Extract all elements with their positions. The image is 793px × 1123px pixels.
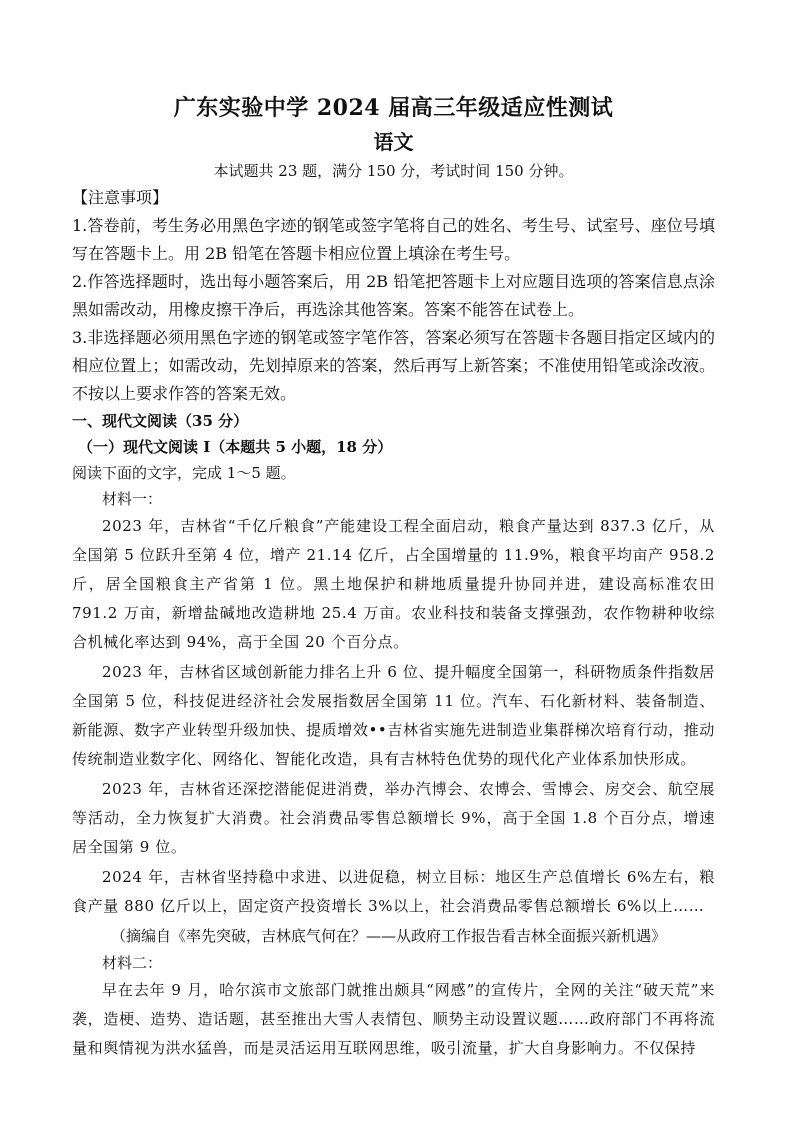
reading-instruction: 阅读下面的文字，完成 1～5 题。 xyxy=(72,464,296,482)
notice-item-3: 3.非选择题必须用黑色字迹的钢笔或签字笔作答，答案必须写在答题卡各题目指定区域内的相应位置上；如需改动，先划掉原来的答案，然后再写上新答案；不准使用铅笔或涂改液。不按以上要求作答的答案无效。 xyxy=(72,328,715,403)
material-1-paragraph: 2023 年，吉林省“千亿斤粮食”产能建设工程全面启动，粮食产量达到 837.3 亿斤，从全国第 5 位跃升至第 4 位，增产 21.14 亿斤，占全国增量的 11.9%，粮食平均亩产 958.2 斤，居全国粮食主产省第 1 位。黑土地保护和耕地质量提升协同并进，建设高标准农田 791.2 万亩，新增盐碱地改造耕地 25.4 万亩。农业科技和装备支撑强劲，农作物耕种收综合机械化率达到 94%，高于全国 20 个百分点。 xyxy=(72,517,715,651)
notice-item-2: 2.作答选择题时，选出每小题答案后，用 2B 铅笔把答题卡上对应题目选项的答案信息点涂黑如需改动，用橡皮擦干净后，再选涂其他答案。答案不能答在试卷上。 xyxy=(72,272,715,319)
material-1-label: 材料一： xyxy=(102,490,163,508)
notice-section xyxy=(72,184,715,408)
sub-section-heading: （一）现代文阅读 I（本题共 5 小题，18 分） xyxy=(78,438,393,456)
exam-title: 广东实验中学 2024 届高三年级适应性测试 xyxy=(173,95,614,121)
material-1-paragraph: 2023 年，吉林省还深挖潜能促进消费，举办汽博会、农博会、雪博会、房交会、航空展等活动，全力恢复扩大消费。社会消费品零售总额增长 9%，高于全国 1.8 个百分点，增速居全国第 9 位。 xyxy=(72,780,715,856)
material-2-paragraph: 早在去年 9 月，哈尔滨市文旅部门就推出颇具“网感”的宣传片，全网的关注“破天荒”来袭，造梗、造势、造话题，甚至推出大雪人表情包、顺势主动设置议题……政府部门不再将流量和舆情视为洪水猛兽，而是灵活运用互联网思维，吸引流量，扩大自身影响力。不仅保持 xyxy=(72,981,715,1057)
subject-title: 语文 xyxy=(373,130,414,154)
notice-heading: 【注意事项】 xyxy=(72,188,169,207)
material-1-paragraph: 2024 年，吉林省坚持稳中求进、以进促稳，树立目标：地区生产总值增长 6%左右，粮食产量 880 亿斤以上，固定资产投资增长 3%以上，社会消费品零售总额增长 6%以上…… xyxy=(72,868,715,915)
exam-info: 本试题共 23 题，满分 150 分，考试时间 150 分钟。 xyxy=(213,162,574,180)
material-1-paragraph: 2023 年，吉林省区域创新能力排名上升 6 位、提升幅度全国第一，科研物质条件指数居全国第 5 位，科技促进经济社会发展指数居全国第 11 位。汽车、石化新材料、装备制造、新能源、数字产业转型升级加快、提质增效••吉林省实施先进制造业集群梯次培育行动，推动传统制造业数字化、网络化、智能化改造，具有吉林特色优势的现代化产业体系加快形成。 xyxy=(72,663,715,768)
reading-section xyxy=(72,408,715,1063)
material-2-label: 材料二： xyxy=(102,954,163,972)
section-heading: 一、现代文阅读（35 分） xyxy=(72,412,249,430)
notice-item-1: 1.答卷前，考生务必用黑色字迹的钢笔或签字笔将自己的姓名、考生号、试室号、座位号填写在答题卡上。用 2B 铅笔在答题卡相应位置上填涂在考生号。 xyxy=(72,216,715,263)
material-1-source: （摘编自《率先突破，吉林底气何在？——从政府工作报告看吉林全面振兴新机遇》 xyxy=(111,927,667,945)
